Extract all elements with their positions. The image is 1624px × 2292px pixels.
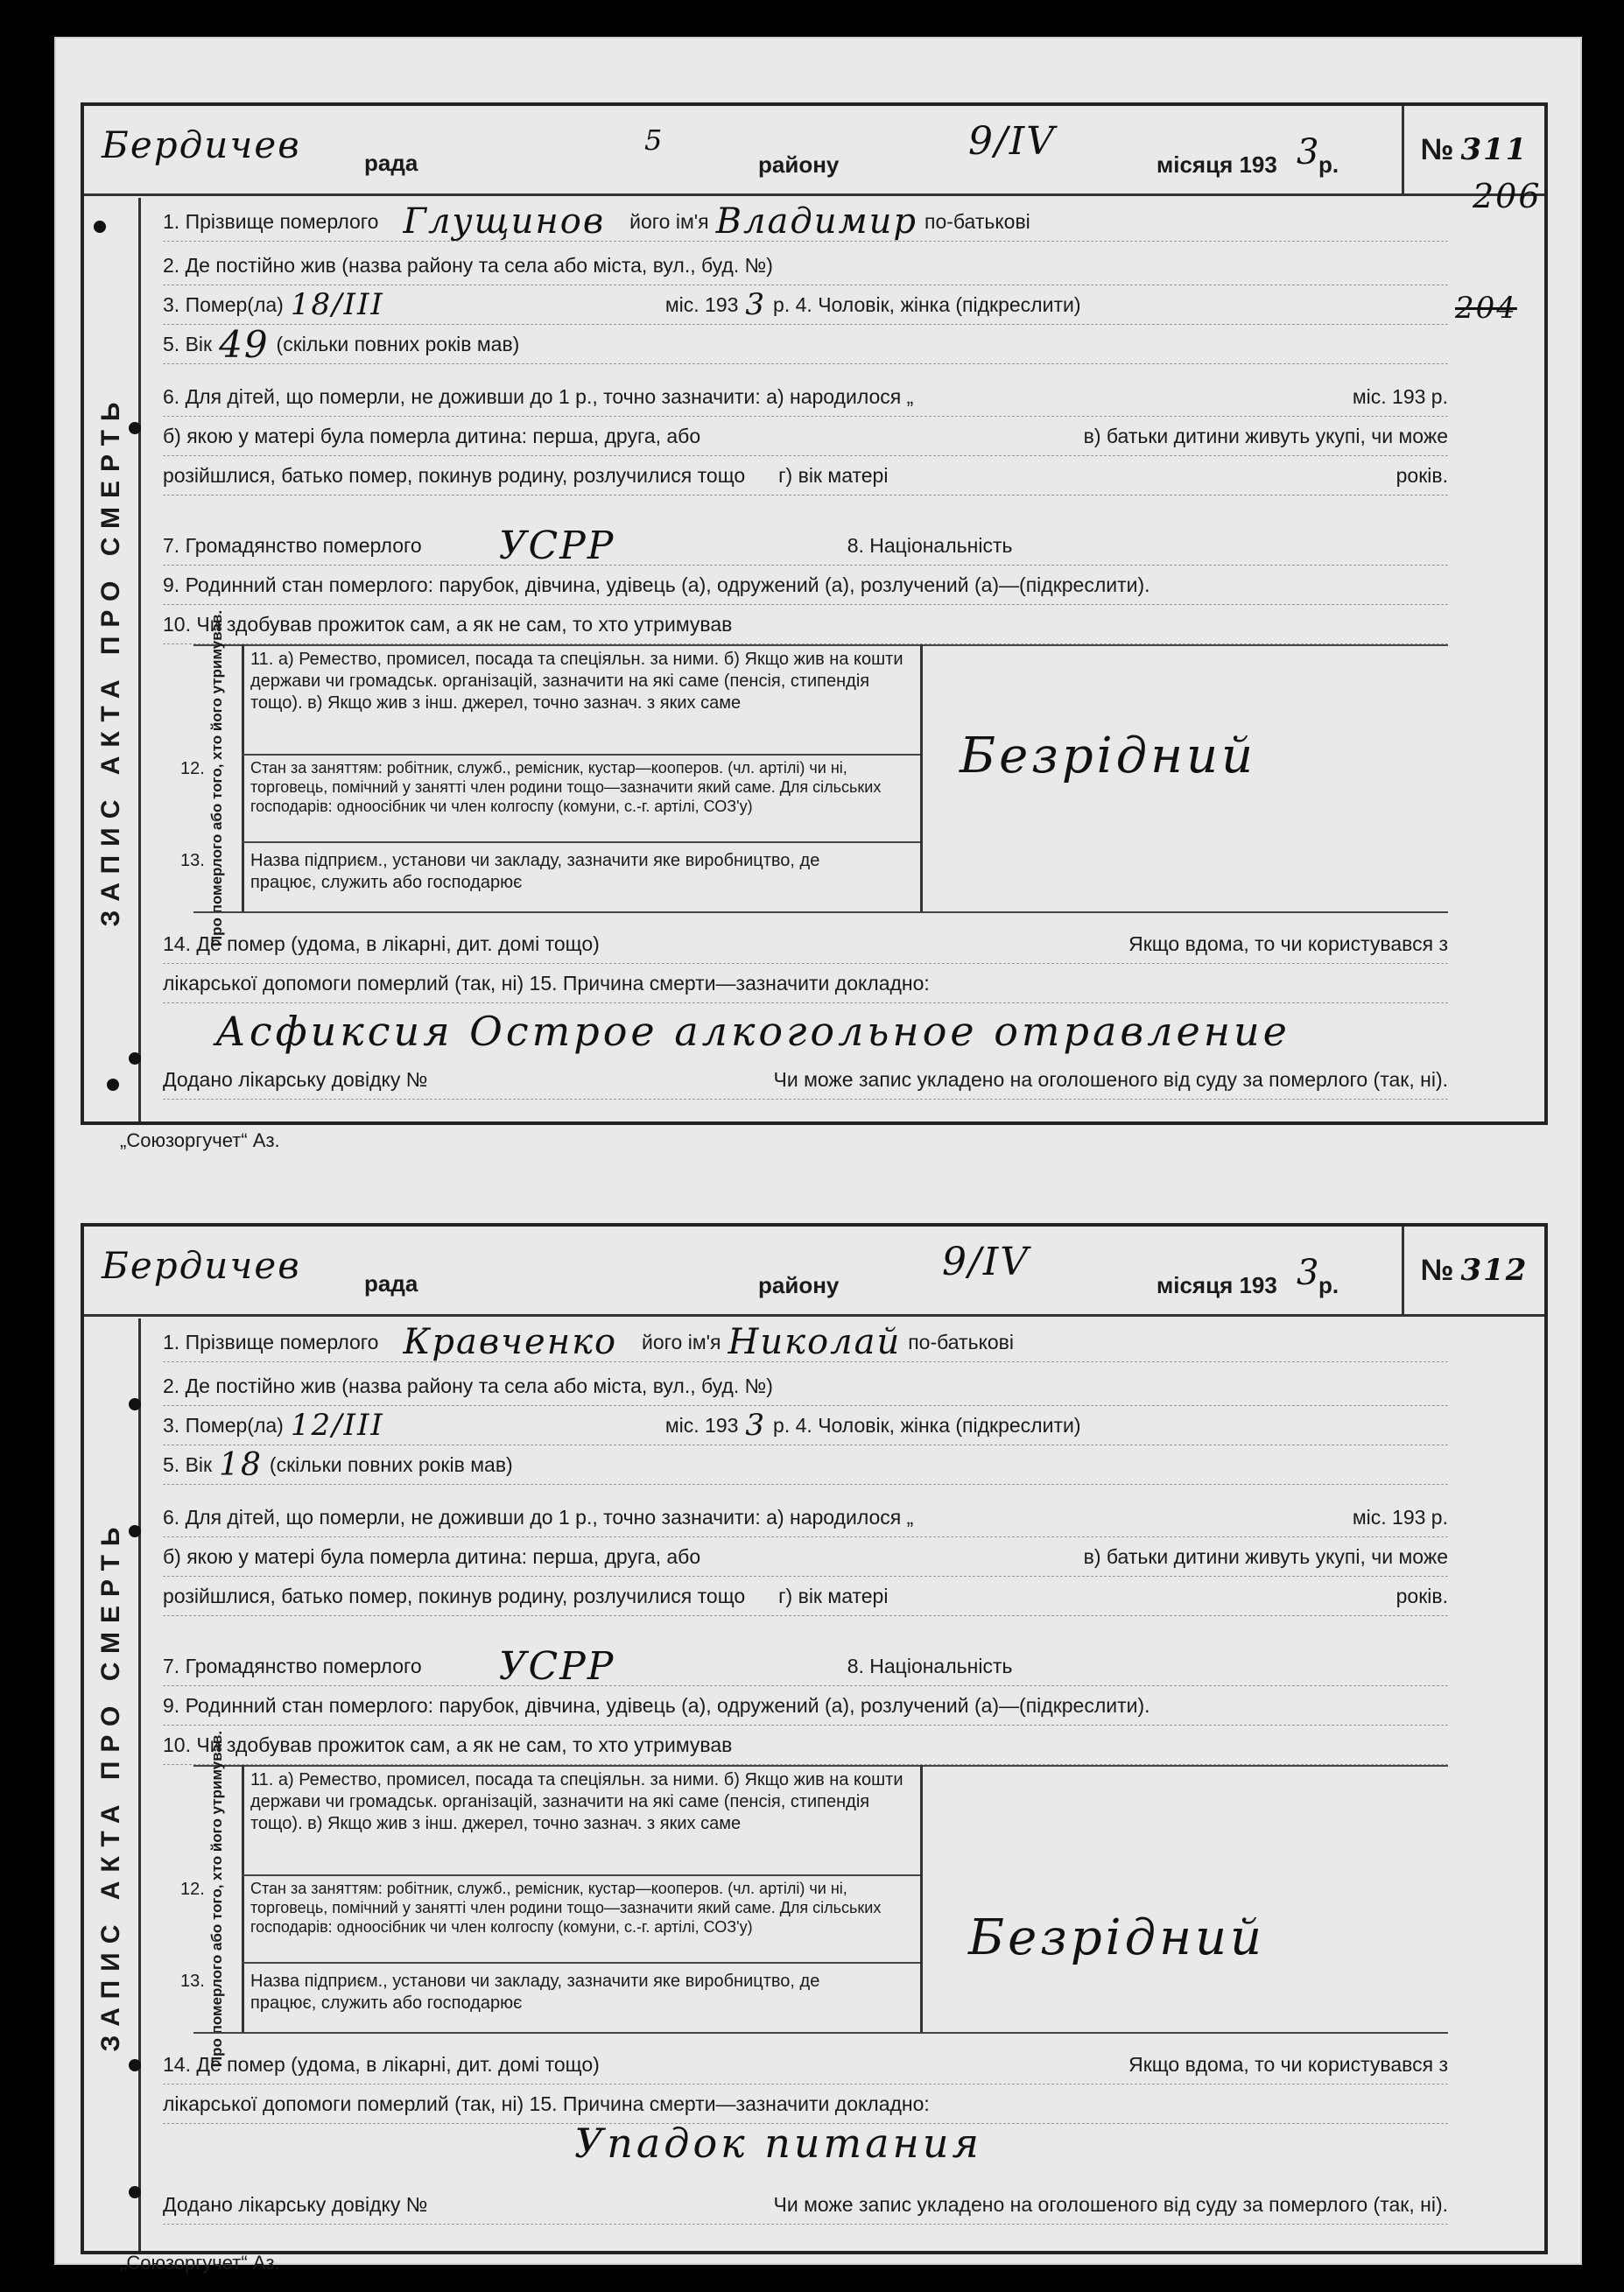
year-suffix: р. [1318,151,1339,178]
label-6b: б) якою у матері була померла дитина: перша, друга, або [163,424,701,447]
label-support: 10. Чи здобував прожиток сам, а як не сам, то хто утримував [163,1733,733,1756]
record-number-box [1402,1227,1544,1314]
side-title: ЗАПИС АКТА ПРО СМЕРТЬ [96,1518,125,2051]
label-sex: р. 4. Чоловік, жінка (підкреслити) [773,1413,1081,1437]
label-given-name: його ім'я [642,1330,721,1353]
line-14 [163,2045,1448,2085]
label-place-death: 14. Де помер (удома, в лікарні, дит. домі тощо) [163,932,600,955]
side-subtitle-text: Про померлого або того, хто його утримував. [208,1730,225,2068]
label-age: 5. Вік [163,332,213,355]
label-home-help: Якщо вдома, то чи користувався з [1128,932,1448,955]
divider [242,644,244,911]
label-citizenship: 7. Громадянство померлого [163,1654,422,1677]
line-2 [163,1367,1448,1406]
line-10 [163,605,1448,644]
label-6c3: років. [1396,463,1448,487]
label-cause: лікарської допомоги померлий (так, ні) 15. Причина смерти—зазначити докладно: [163,2092,930,2115]
divider [193,911,1448,913]
raion-label: району [758,1272,840,1298]
margin-number: 206 [1473,177,1542,215]
death-record-1 [81,102,1548,1125]
line-2 [163,246,1448,285]
field-13-number: 13. [180,851,205,870]
line-5 [163,322,1448,366]
label-6c2: г) вік матері [778,1584,889,1607]
label-sex: р. 4. Чоловік, жінка (підкреслити) [773,292,1081,316]
record-number: 312 [1460,1253,1529,1288]
label-patronymic: по-батькові [908,1330,1015,1353]
field-12-number: 12. [180,1880,205,1899]
line-1 [163,202,1448,242]
label-patronymic: по-батькові [924,209,1030,233]
number-sign: № [1420,1253,1454,1287]
divider [242,1874,920,1876]
line-6b [163,417,1448,456]
line-10 [163,1726,1448,1765]
line-7 [163,1643,1448,1689]
surname-value: Глущинов [403,201,606,242]
line-16 [163,1060,1448,1100]
line-15 [163,2085,1448,2124]
label-given-name: його ім'я [629,209,709,233]
label-6c: розійшлися, батько помер, покинув родину, розлучилися тощо [163,1584,746,1607]
cause-value: Асфиксия Острое алкогольное отравление [215,1008,1290,1055]
label-nationality: 8. Національність [847,1654,1013,1677]
side-title: ЗАПИС АКТА ПРО СМЕРТЬ [96,393,125,926]
binding-hole [129,1525,141,1537]
line-9 [163,566,1448,605]
label-nationality: 8. Національність [847,533,1013,557]
label-6b2: в) батьки дитини живуть укупі, чи може [1083,1544,1448,1568]
death-year-value: 3 [745,1408,767,1443]
month-label: місяця 193 [1156,1272,1277,1298]
side-column [84,198,141,1121]
footer-mark: „Союзоргучет“ Аз. [120,2252,280,2274]
margin-number-struck: 204 [1455,291,1517,326]
line-6c [163,456,1448,496]
binding-hole [129,1398,141,1410]
label-died: 3. Помер(ла) [163,292,284,316]
occupation-value: Безрідний [960,728,1257,784]
occupation-value: Безрідний [968,1909,1266,1966]
label-age-note: (скільки повних років мав) [269,1452,513,1476]
line-16 [163,2185,1448,2225]
label-6a2: міс. 193 р. [1352,1505,1448,1529]
label-age: 5. Вік [163,1452,213,1476]
label-certificate: Додано лікарську довідку № [163,1067,428,1091]
side-column [84,1318,141,2251]
line-1 [163,1323,1448,1362]
label-surname: 1. Прізвище померлого [163,1330,379,1353]
document-page [54,37,1582,2274]
label-residence: 2. Де постійно жив (назва району та села або міста, вул., буд. №) [163,253,773,277]
record-header [84,106,1544,196]
divider [920,1765,923,2032]
citizenship-value: УСРР [498,1643,615,1689]
line-3 [163,1406,1448,1445]
label-6c3: років. [1396,1584,1448,1607]
label-6b: б) якою у матері була померла дитина: перша, друга, або [163,1544,701,1568]
label-cause: лікарської допомоги померлий (так, ні) 15. Причина смерти—зазначити докладно: [163,971,930,995]
divider [193,1765,1448,1767]
label-marital: 9. Родинний стан померлого: парубок, дівчина, удівець (а), одружений (а), розлучений (а)—(підкреслити). [163,1693,1150,1717]
record-header [84,1227,1544,1317]
label-death-month: міс. 193 [664,1413,739,1437]
field-13: Назва підприєм., установи чи закладу, зазначити яке виробництво, де працює, служить або господарює [250,851,820,892]
line-5 [163,1445,1448,1485]
line-6a [163,1498,1448,1537]
label-6c2: г) вік матері [778,463,889,487]
line-6c [163,1577,1448,1616]
field-13: Назва підприєм., установи чи закладу, зазначити яке виробництво, де працює, служить або господарює [250,1972,820,2013]
label-age-note: (скільки повних років мав) [276,332,520,355]
rada-label: рада [364,150,418,176]
given-name-value: Владимир [715,201,917,242]
field-11: 11. а) Ремество, промисел, посада та спеціяльн. за ними. б) Якщо жив на кошти держави чи громадськ. організацій, зазначити на які саме (пенсія, стипендія тощо). в) Якщо жив з інш. джерел, точно зазнач. з яких саме [250,1770,903,1833]
divider [242,841,920,843]
death-year-value: 3 [745,287,767,322]
field-13-number: 13. [180,1972,205,1991]
binding-hole [129,2059,141,2071]
divider [242,754,920,756]
rada-value: Бердичев [102,123,301,166]
death-record-2 [81,1223,1548,2254]
day-value: 9/IV [968,119,1056,164]
label-certificate: Додано лікарську довідку № [163,2192,428,2216]
label-surname: 1. Прізвище померлого [163,209,379,233]
line-9 [163,1686,1448,1726]
cause-value: Упадок питания [574,2120,982,2167]
citizenship-value: УСРР [498,523,615,568]
label-marital: 9. Родинний стан померлого: парубок, дівчина, удівець (а), одружений (а), розлучений (а)—(підкреслити). [163,573,1150,596]
field-12: Стан за заняттям: робітник, служб., ремісник, кустар—кооперов. (чл. артілі) чи ні, торговець, помічний у занятті член родини тощо—зазначити який саме. Для сільських господарів: одноосібник чи член колгоспу (комуни, с.-г. артілі, СОЗ'у) [250,1880,882,1936]
divider [242,1765,244,2032]
label-6a: 6. Для дітей, що померли, не доживши до 1 р., точно зазначити: а) народилося „ [163,384,914,408]
divider [193,644,1448,646]
divider [920,644,923,911]
binding-hole [129,422,141,434]
record-number: 311 [1460,132,1529,167]
label-residence: 2. Де постійно жив (назва району та села або міста, вул., буд. №) [163,1374,773,1397]
label-died: 3. Помер(ла) [163,1413,284,1437]
year-suffix: р. [1318,1272,1339,1298]
label-death-month: міс. 193 [664,292,739,316]
label-support: 10. Чи здобував прожиток сам, а як не сам, то хто утримував [163,612,733,636]
death-date-value: 12/III [290,1408,384,1443]
binding-hole [94,221,106,233]
label-citizenship: 7. Громадянство померлого [163,533,422,557]
footer-mark: „Союзоргучет“ Аз. [120,1129,280,1151]
field-12-number: 12. [180,759,205,778]
line-14 [163,925,1448,964]
label-court: Чи може запис укладено на оголошеного від суду за померлого (так, ні). [773,2192,1448,2216]
age-value: 18 [219,1446,263,1483]
day-value: 9/IV [942,1240,1030,1284]
rada-value: Бердичев [102,1244,301,1287]
label-place-death: 14. Де помер (удома, в лікарні, дит. домі тощо) [163,2052,600,2076]
binding-hole [129,1052,141,1065]
line-3 [163,285,1448,325]
label-6c: розійшлися, батько помер, покинув родину, розлучилися тощо [163,463,746,487]
binding-hole [129,2186,141,2198]
label-6a: 6. Для дітей, що померли, не доживши до 1 р., точно зазначити: а) народилося „ [163,1505,914,1529]
surname-value: Кравченко [403,1322,618,1362]
given-name-value: Николай [728,1322,902,1362]
label-home-help: Якщо вдома, то чи користувався з [1128,2052,1448,2076]
field-12: Стан за заняттям: робітник, служб., ремісник, кустар—кооперов. (чл. артілі) чи ні, торговець, помічний у занятті член родини тощо—зазначити який саме. Для сільських господарів: одноосібник чи член колгоспу (комуни, с.-г. артілі, СОЗ'у) [250,759,882,815]
rada-label: рада [364,1270,418,1297]
divider [193,2032,1448,2034]
binding-hole [107,1079,119,1091]
age-value: 49 [219,322,270,366]
line-7 [163,523,1448,568]
line-6b [163,1537,1448,1577]
death-date-value: 18/III [290,287,384,322]
year-digit: 3 [1297,132,1321,172]
raion-label: району [758,151,840,178]
raion-value: 5 [644,123,664,157]
label-6a2: міс. 193 р. [1352,384,1448,408]
line-6a [163,377,1448,417]
side-subtitle-text: Про померлого або того, хто його утримував. [208,609,225,947]
line-15 [163,964,1448,1003]
year-digit: 3 [1297,1253,1321,1293]
label-court: Чи може запис укладено на оголошеного від суду за померлого (так, ні). [773,1067,1448,1091]
month-label: місяця 193 [1156,151,1277,178]
divider [242,1962,920,1964]
label-6b2: в) батьки дитини живуть укупі, чи може [1083,424,1448,447]
number-sign: № [1420,132,1454,166]
field-11: 11. а) Ремество, промисел, посада та спеціяльн. за ними. б) Якщо жив на кошти держави чи громадськ. організацій, зазначити на які саме (пенсія, стипендія тощо). в) Якщо жив з інш. джерел, точно зазнач. з яких саме [250,650,903,713]
